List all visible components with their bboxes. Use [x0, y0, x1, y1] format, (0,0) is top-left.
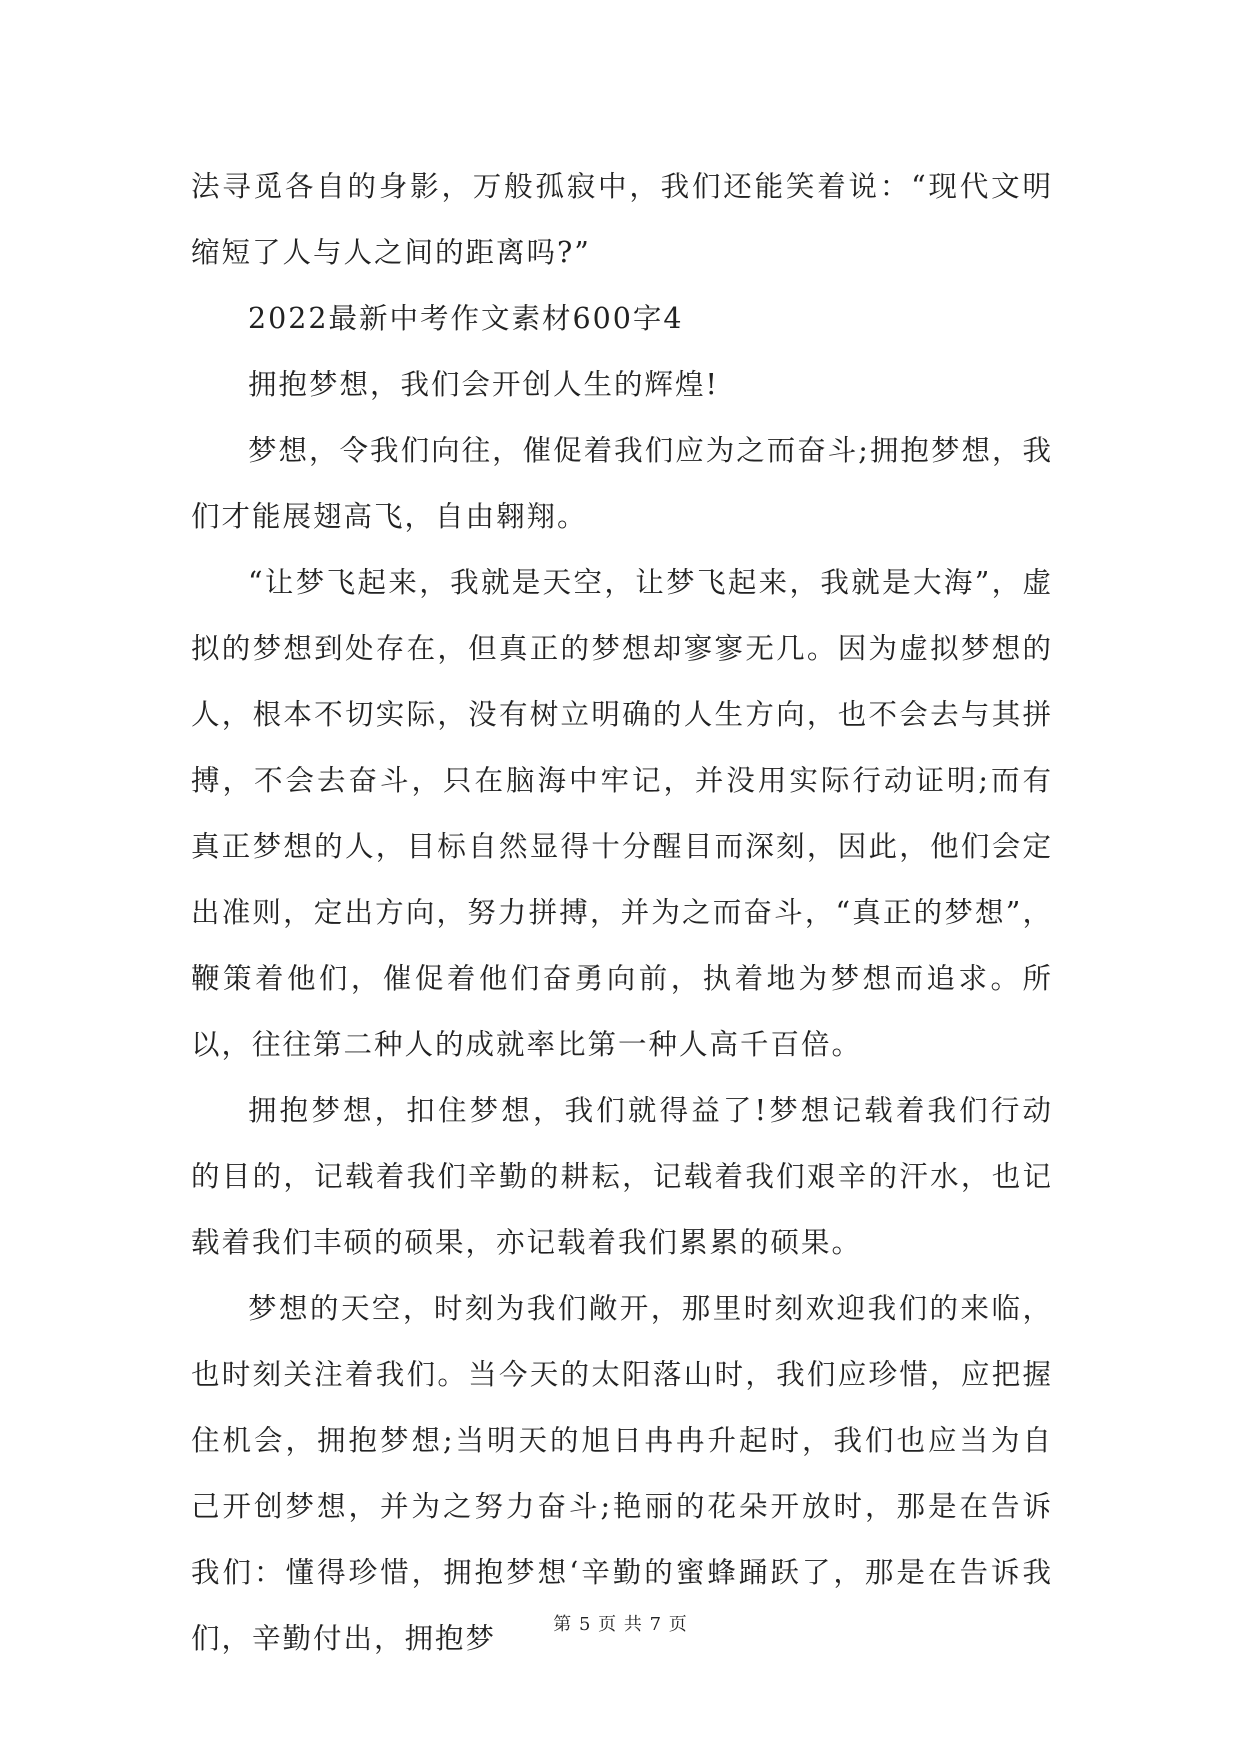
footer-current-page: 5 — [578, 1614, 592, 1635]
footer-prefix: 第 — [553, 1614, 573, 1635]
footer-total-pages: 7 — [649, 1614, 663, 1635]
paragraph-1: 法寻觅各自的身影，万般孤寂中，我们还能笑着说：“现代文明缩短了人与人之间的距离吗?” — [191, 170, 1053, 269]
paragraph-7: 梦想的天空，时刻为我们敞开，那里时刻欢迎我们的来临，也时刻关注着我们。当今天的太阳落山时，我们应珍惜，应把握住机会，拥抱梦想;当明天的旭日冉冉升起时，我们也应当为自己开创梦想，并为之努力奋斗;艳丽的花朵开放时，那是在告诉我们：懂得珍惜，拥抱梦想‘辛勤的蜜蜂踊跃了，那是在告诉我们，辛勤付出，拥抱梦 — [191, 1292, 1053, 1655]
footer-middle: 页 共 — [598, 1614, 643, 1635]
paragraph-2: 2022最新中考作文素材600字4 — [248, 302, 684, 335]
paragraph-4: 梦想，令我们向往，催促着我们应为之而奋斗;拥抱梦想，我们才能展翅高飞，自由翱翔。 — [191, 434, 1053, 533]
paragraph-6: 拥抱梦想，扣住梦想，我们就得益了!梦想记载着我们行动的目的，记载着我们辛勤的耕耘，记载着我们艰辛的汗水，也记载着我们丰硕的硕果，亦记载着我们累累的硕果。 — [191, 1094, 1053, 1259]
footer-suffix: 页 — [668, 1614, 688, 1635]
paragraph-5: “让梦飞起来，我就是天空，让梦飞起来，我就是大海”，虚拟的梦想到处存在，但真正的梦想却寥寥无几。因为虚拟梦想的人，根本不切实际，没有树立明确的人生方向，也不会去与其拼搏，不会去奋斗，只在脑海中牢记，并没用实际行动证明;而有真正梦想的人，目标自然显得十分醒目而深刻，因此，他们会定出准则，定出方向，努力拼搏，并为之而奋斗，“真正的梦想”，鞭策着他们，催促着他们奋勇向前，执着地为梦想而追求。所以，往往第二种人的成就率比第一种人高千百倍。 — [191, 566, 1053, 1061]
paragraph-3: 拥抱梦想，我们会开创人生的辉煌! — [248, 368, 719, 401]
page-footer — [0, 1610, 1241, 1636]
document-body — [191, 154, 1053, 1672]
